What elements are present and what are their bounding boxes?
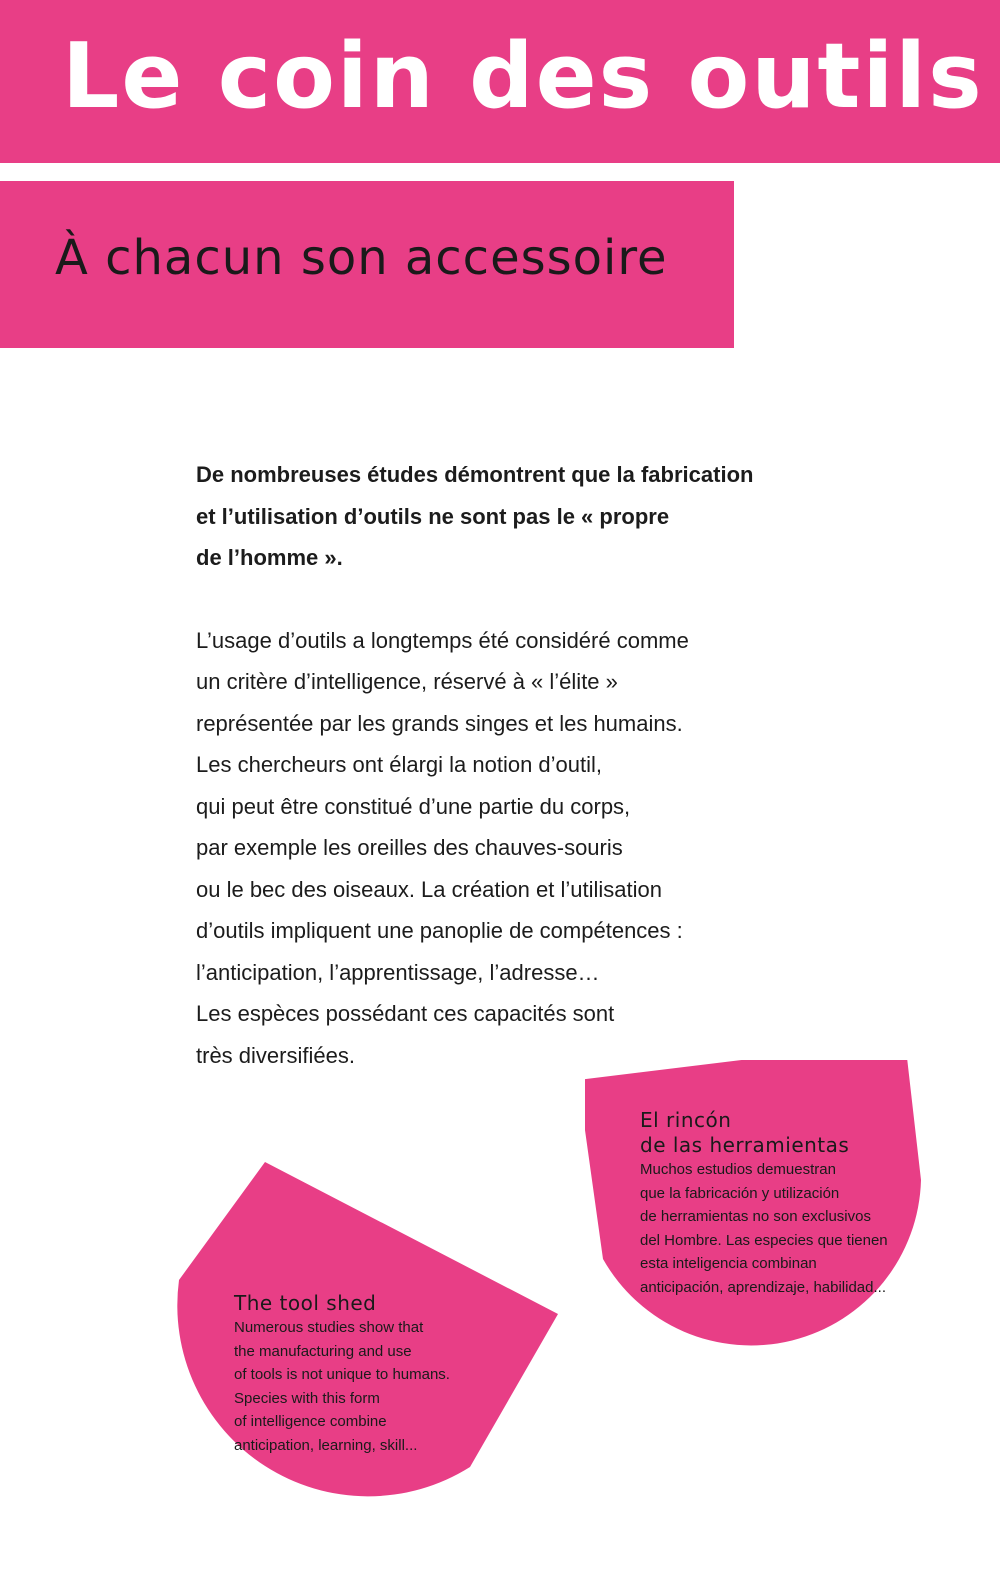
subtitle-band bbox=[0, 181, 734, 348]
english-text: Numerous studies show that the manufacturing and use of tools is not unique to humans. Species with this form of intelligence combine anticipation, learning, skill... bbox=[234, 1319, 450, 1454]
spanish-text: Muchos estudios demuestran que la fabricación y utilización de herramientas no son exclusivos del Hombre. Las especies que tienen esta inteligencia combinan anticipación, aprendizaje, habilidad... bbox=[640, 1161, 888, 1296]
body-paragraph: L’usage d’outils a longtemps été considéré comme un critère d’intelligence, réservé à « l’élite » représentée par les grands singes et les humains. Les chercheurs ont élargi la notion d’outil, qui peut être constitué d’une partie du corps, par exemple les oreilles des chauves-souris ou le bec des oiseaux. La création et l’utilisation d’outils impliquent une panoplie de compétences : l’anticipation, l’apprentissage, l’adresse… Les espèces possédant ces capacités sont très diversifiées. bbox=[196, 627, 689, 1068]
english-translation bbox=[234, 1291, 514, 1458]
lead-paragraph: De nombreuses études démontrent que la fabrication et l’utilisation d’outils ne sont pas le « propre de l’homme ». bbox=[196, 462, 754, 570]
main-text bbox=[196, 454, 836, 1076]
page-subtitle: À chacun son accessoire bbox=[55, 230, 668, 286]
spanish-title: El rincón de las herramientas bbox=[640, 1108, 850, 1157]
title-band bbox=[0, 0, 1000, 163]
english-title: The tool shed bbox=[234, 1291, 377, 1315]
spanish-translation bbox=[640, 1108, 930, 1300]
page-title: Le coin des outils bbox=[62, 24, 984, 129]
